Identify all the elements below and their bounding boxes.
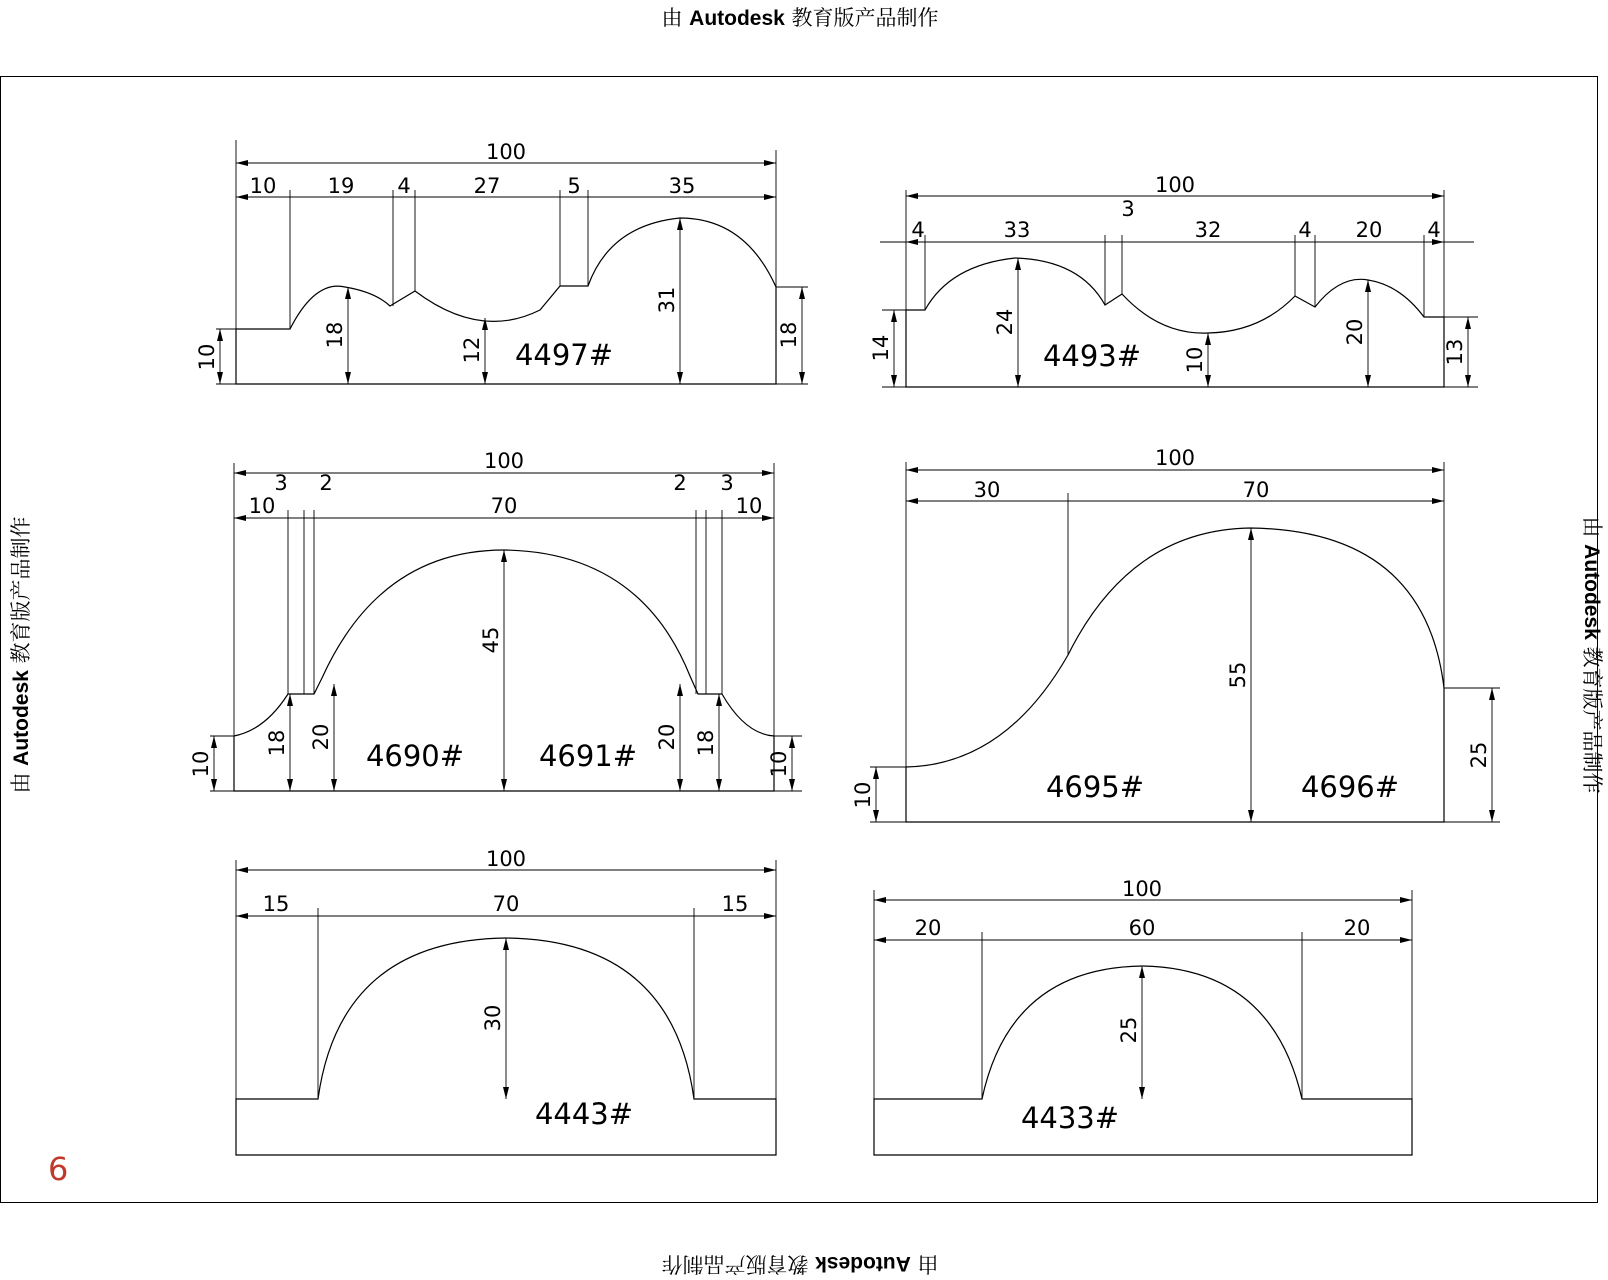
dim-seg: 15 xyxy=(262,892,290,916)
dim-seg: 4 xyxy=(1427,218,1441,242)
watermark-right: 由 Autodesk 教育版产品制作 xyxy=(1580,516,1604,794)
dim-seg: 33 xyxy=(1003,218,1031,242)
dim-seg: 10 xyxy=(249,174,277,198)
dim-total: 100 xyxy=(483,449,525,473)
profile-4690-4691 xyxy=(189,449,802,791)
profile-4695-4696 xyxy=(851,446,1500,822)
dim-seg: 35 xyxy=(668,174,696,198)
dim-height: 20 xyxy=(655,723,679,751)
dim-height: 24 xyxy=(993,308,1017,336)
dim-height: 10 xyxy=(767,750,791,778)
dim-seg: 30 xyxy=(973,478,1001,502)
watermark-bottom: 由 Autodesk 教育版产品制作 xyxy=(661,1252,939,1276)
dim-seg: 3 xyxy=(274,471,288,495)
profile-4433 xyxy=(874,877,1412,1155)
dim-seg: 20 xyxy=(914,916,942,940)
page-number: 6 xyxy=(48,1150,69,1188)
dim-height: 18 xyxy=(323,321,347,349)
dim-height: 55 xyxy=(1226,661,1250,689)
dim-seg: 27 xyxy=(473,174,501,198)
dim-seg: 4 xyxy=(911,218,925,242)
dim-seg: 70 xyxy=(492,892,520,916)
dim-height: 18 xyxy=(777,321,801,349)
dim-seg: 3 xyxy=(1121,197,1135,221)
dim-seg: 20 xyxy=(1355,218,1383,242)
dim-seg: 4 xyxy=(1298,218,1312,242)
dim-height: 10 xyxy=(189,750,213,778)
dim-height: 10 xyxy=(851,781,875,809)
watermark-top: 由 Autodesk 教育版产品制作 xyxy=(661,6,939,30)
profile-label: 4443# xyxy=(534,1097,634,1131)
dim-seg: 20 xyxy=(1343,916,1371,940)
dim-total: 100 xyxy=(1154,446,1196,470)
profile-label: 4696# xyxy=(1300,770,1400,804)
dim-height: 18 xyxy=(694,729,718,757)
dim-seg: 60 xyxy=(1128,916,1156,940)
profile-label: 4433# xyxy=(1020,1101,1120,1135)
dim-total: 100 xyxy=(485,140,527,164)
dim-seg: 10 xyxy=(248,494,276,518)
dim-seg: 10 xyxy=(735,494,763,518)
dim-total: 100 xyxy=(485,847,527,871)
watermark-left: 由 Autodesk 教育版产品制作 xyxy=(9,516,33,794)
dim-total: 100 xyxy=(1121,877,1163,901)
dim-seg: 15 xyxy=(721,892,749,916)
dim-height: 20 xyxy=(309,723,333,751)
dim-seg: 2 xyxy=(319,471,333,495)
dim-height: 14 xyxy=(869,334,893,362)
profile-4493 xyxy=(869,173,1478,387)
profile-label: 4690# xyxy=(365,739,465,773)
dim-height: 12 xyxy=(460,336,484,364)
dim-total: 100 xyxy=(1154,173,1196,197)
profile-label: 4493# xyxy=(1042,339,1142,373)
profile-label: 4691# xyxy=(538,739,638,773)
dim-height: 20 xyxy=(1343,318,1367,346)
dim-seg: 5 xyxy=(567,174,581,198)
dim-height: 13 xyxy=(1443,338,1467,366)
dim-seg: 19 xyxy=(327,174,355,198)
dim-seg: 2 xyxy=(673,471,687,495)
profile-4443 xyxy=(236,847,776,1155)
dim-seg: 4 xyxy=(397,174,411,198)
dim-seg: 3 xyxy=(720,471,734,495)
dim-height: 31 xyxy=(655,286,679,314)
dim-height: 25 xyxy=(1467,741,1491,769)
profile-label: 4695# xyxy=(1045,770,1145,804)
dim-seg: 32 xyxy=(1194,218,1222,242)
dim-height: 25 xyxy=(1117,1016,1141,1044)
dim-height: 30 xyxy=(481,1004,505,1032)
dim-seg: 70 xyxy=(1242,478,1270,502)
dim-height: 18 xyxy=(265,729,289,757)
profile-4497 xyxy=(195,140,808,384)
dim-height: 10 xyxy=(195,343,219,371)
dim-height: 45 xyxy=(479,626,503,654)
profile-label: 4497# xyxy=(514,338,614,372)
dim-seg: 70 xyxy=(490,494,518,518)
dim-height: 10 xyxy=(1183,346,1207,374)
